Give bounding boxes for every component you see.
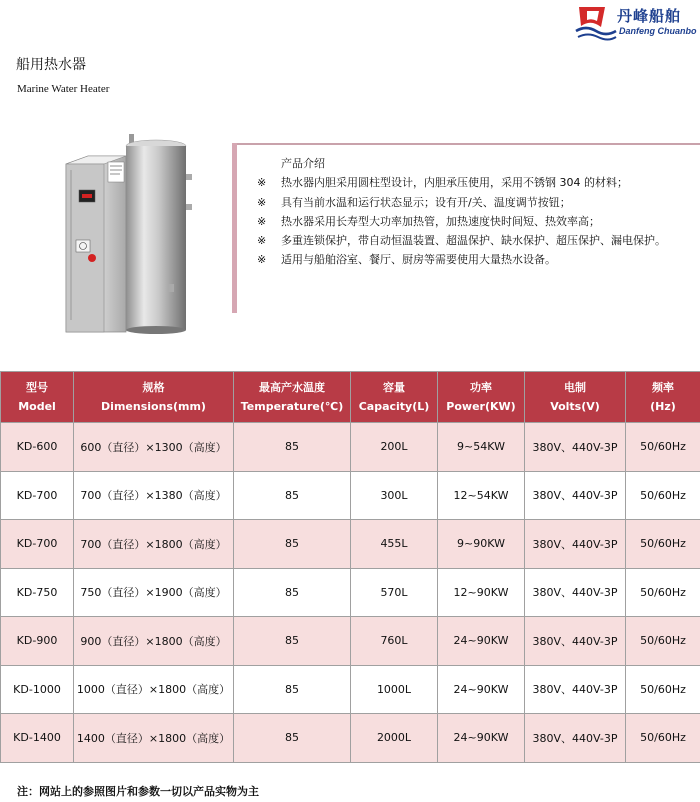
footer-note: 注：网站上的参照图片和参数一切以产品实物为主	[17, 785, 259, 798]
cell-frequency: 50/60Hz	[626, 568, 700, 617]
cell-capacity: 760L	[351, 617, 438, 666]
cell-temperature: 85	[234, 423, 351, 472]
column-header-volts: 电制 Volts(V)	[525, 372, 626, 423]
intro-item-text: 热水器内胆采用圆柱型设计，内胆承压使用，采用不锈钢 304 的材料；	[281, 176, 628, 190]
cell-dimensions: 700（直径）×1800（高度）	[74, 520, 234, 569]
cell-power: 24~90KW	[438, 665, 525, 714]
cell-model: KD-600	[1, 423, 74, 472]
cell-volts: 380V、440V-3P	[525, 423, 626, 472]
cell-model: KD-1400	[1, 714, 74, 763]
table-row	[1, 520, 700, 569]
reference-mark-icon: ※	[257, 195, 267, 209]
cell-volts: 380V、440V-3P	[525, 714, 626, 763]
cell-capacity: 455L	[351, 520, 438, 569]
product-intro	[257, 154, 666, 270]
cell-temperature: 85	[234, 714, 351, 763]
cell-capacity: 1000L	[351, 665, 438, 714]
cell-power: 12~54KW	[438, 471, 525, 520]
table-row	[1, 665, 700, 714]
column-header-dimensions: 规格 Dimensions(mm)	[74, 372, 234, 423]
table-header-row	[1, 372, 700, 423]
intro-item-text: 热水器采用长寿型大功率加热管，加热速度快时间短、热效率高；	[281, 214, 600, 228]
intro-item	[257, 173, 666, 192]
cell-volts: 380V、440V-3P	[525, 520, 626, 569]
cell-power: 9~54KW	[438, 423, 525, 472]
intro-item	[257, 212, 666, 231]
cell-volts: 380V、440V-3P	[525, 568, 626, 617]
table-row	[1, 423, 700, 472]
cell-model: KD-700	[1, 471, 74, 520]
table-row	[1, 471, 700, 520]
cell-dimensions: 1400（直径）×1800（高度）	[74, 714, 234, 763]
cell-capacity: 570L	[351, 568, 438, 617]
cell-temperature: 85	[234, 568, 351, 617]
cell-temperature: 85	[234, 617, 351, 666]
intro-heading: 产品介绍	[281, 157, 325, 170]
reference-mark-icon: ※	[257, 234, 267, 248]
cell-frequency: 50/60Hz	[626, 520, 700, 569]
cell-power: 12~90KW	[438, 568, 525, 617]
cell-volts: 380V、440V-3P	[525, 617, 626, 666]
intro-item	[257, 231, 666, 250]
cell-power: 9~90KW	[438, 520, 525, 569]
cell-frequency: 50/60Hz	[626, 471, 700, 520]
intro-item	[257, 193, 666, 212]
cell-capacity: 300L	[351, 471, 438, 520]
cell-capacity: 200L	[351, 423, 438, 472]
page-title-en: Marine Water Heater	[17, 83, 110, 95]
cell-model: KD-1000	[1, 665, 74, 714]
page-title-cn: 船用热水器	[16, 57, 86, 73]
cell-volts: 380V、440V-3P	[525, 471, 626, 520]
cell-dimensions: 750（直径）×1900（高度）	[74, 568, 234, 617]
spec-table	[0, 371, 700, 763]
brand-name-cn: 丹峰船舶	[617, 7, 682, 25]
cell-model: KD-750	[1, 568, 74, 617]
reference-mark-icon: ※	[257, 176, 267, 190]
brand-name-en: Danfeng Chuanbo	[619, 26, 697, 36]
reference-mark-icon: ※	[257, 253, 267, 267]
column-header-model: 型号 Model	[1, 372, 74, 423]
water-heater-image	[64, 134, 194, 334]
cell-temperature: 85	[234, 520, 351, 569]
cell-frequency: 50/60Hz	[626, 714, 700, 763]
table-row	[1, 617, 700, 666]
brand-logo[interactable]	[575, 2, 695, 42]
column-header-frequency: 频率 (Hz)	[626, 372, 700, 423]
column-header-temperature: 最高产水温度 Temperature(℃)	[234, 372, 351, 423]
intro-item-text: 具有当前水温和运行状态显示；设有开/关、温度调节按钮；	[281, 195, 571, 209]
cell-frequency: 50/60Hz	[626, 665, 700, 714]
cell-dimensions: 700（直径）×1380（高度）	[74, 471, 234, 520]
intro-item-text: 多重连锁保护，带自动恒温装置、超温保护、缺水保护、超压保护、漏电保护。	[281, 234, 666, 248]
table-row	[1, 568, 700, 617]
cell-temperature: 85	[234, 665, 351, 714]
reference-mark-icon: ※	[257, 214, 267, 228]
cell-power: 24~90KW	[438, 617, 525, 666]
cell-model: KD-700	[1, 520, 74, 569]
column-header-power: 功率 Power(KW)	[438, 372, 525, 423]
cell-model: KD-900	[1, 617, 74, 666]
intro-frame-top	[232, 143, 700, 145]
sail-wave-icon	[575, 2, 617, 42]
intro-item-text: 适用与船舶浴室、餐厅、厨房等需要使用大量热水设备。	[281, 253, 556, 267]
cell-capacity: 2000L	[351, 714, 438, 763]
cell-frequency: 50/60Hz	[626, 617, 700, 666]
intro-item	[257, 250, 666, 269]
cell-frequency: 50/60Hz	[626, 423, 700, 472]
cell-power: 24~90KW	[438, 714, 525, 763]
cell-volts: 380V、440V-3P	[525, 665, 626, 714]
cell-dimensions: 900（直径）×1800（高度）	[74, 617, 234, 666]
column-header-capacity: 容量 Capacity(L)	[351, 372, 438, 423]
intro-frame-left	[232, 143, 237, 313]
table-row	[1, 714, 700, 763]
cell-temperature: 85	[234, 471, 351, 520]
cell-dimensions: 1000（直径）×1800（高度）	[74, 665, 234, 714]
cell-dimensions: 600（直径）×1300（高度）	[74, 423, 234, 472]
